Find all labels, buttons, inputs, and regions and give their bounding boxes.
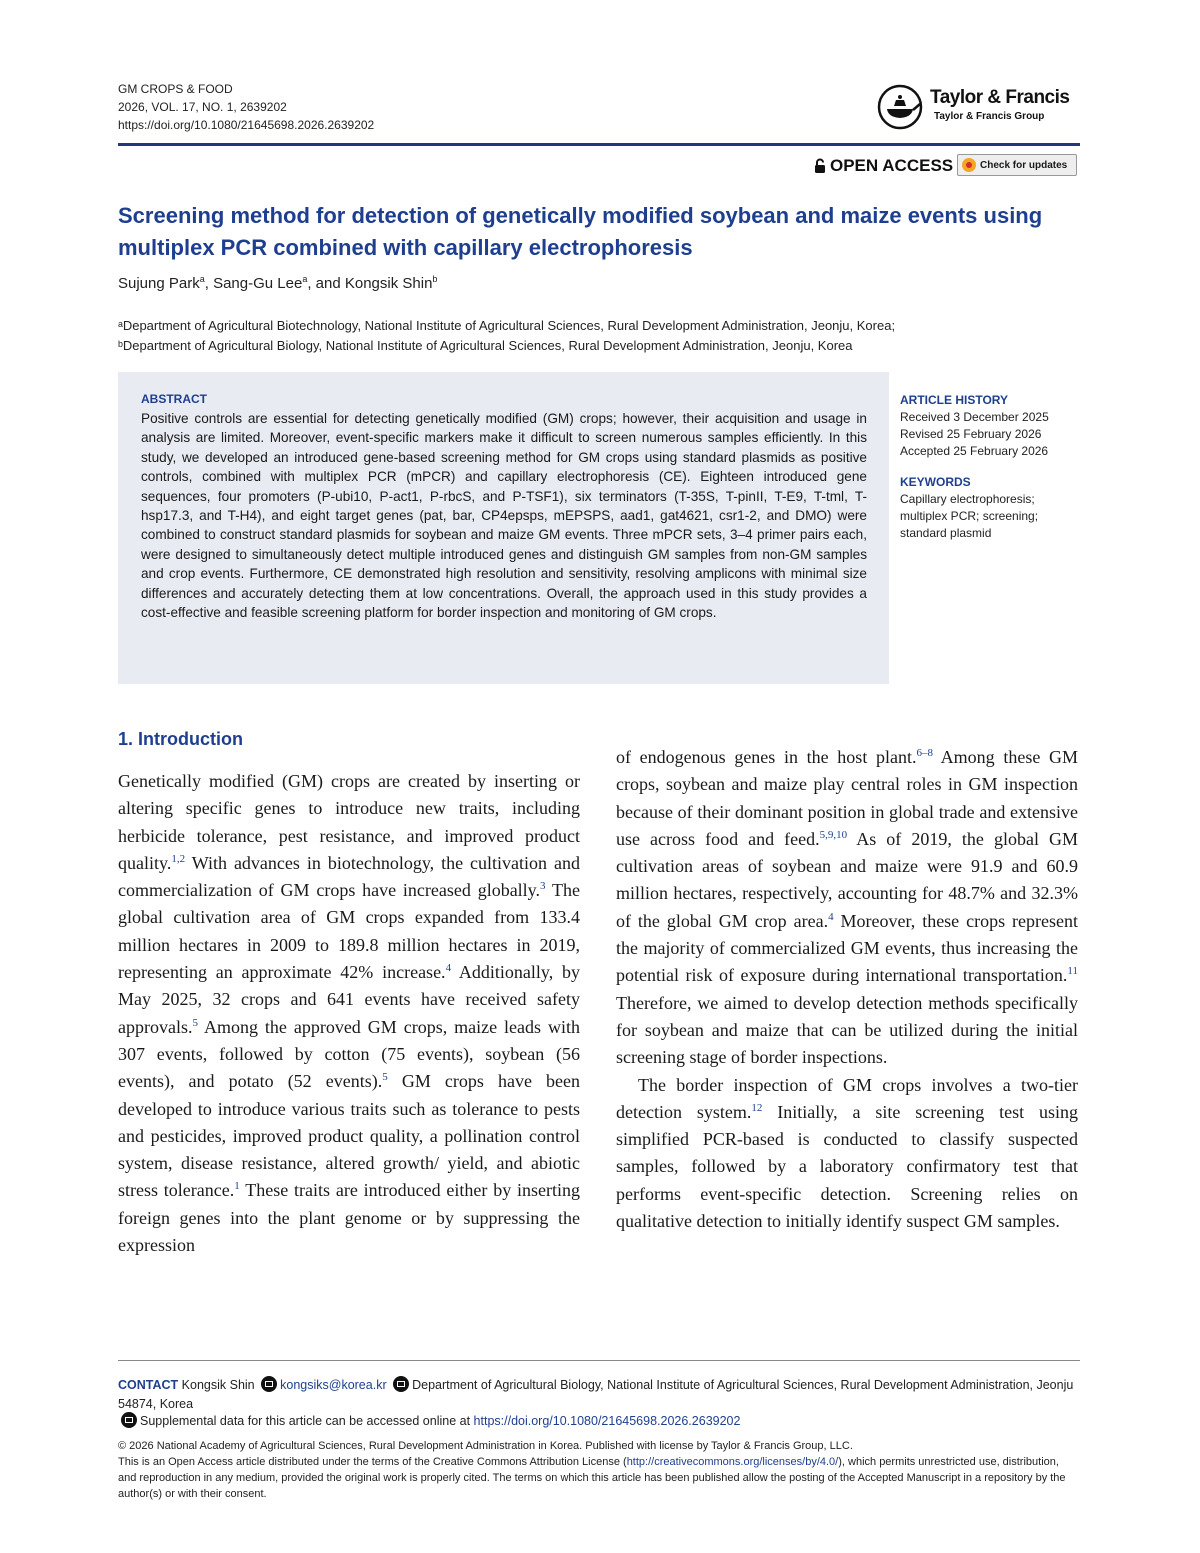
author-name: Sujung Park [118, 275, 200, 292]
affiliation: ᵃDepartment of Agricultural Biotechnology, National Institute of Agricultural Sciences, Rural Development Administration, Jeonju, Korea; [118, 318, 896, 333]
citation-link[interactable]: 4 [828, 910, 834, 923]
copyright-notice [118, 1438, 1078, 1502]
citation-link[interactable]: 12 [751, 1101, 763, 1114]
affiliation: ᵇDepartment of Agricultural Biology, National Institute of Agricultural Sciences, Rural Development Administration, Jeonju, Korea [118, 338, 853, 353]
paragraph: Genetically modified (GM) crops are created by inserting or altering specific genes to introduce new traits, including herbicide tolerance, pest resistance, and improved product quality.$^{1,2}$ With advances in biotechnology, the cultivation and commercialization of GM crops have increased globally.$^3$ The global cultivation area of GM crops expanded from 133.4 million hectares in 2009 to 189.8 million hectares in 2019, representing an approximate 42% increase.$^4$ Additionally, by May 2025, 32 crops and 641 events have received safety approvals.$^5$ Among the approved GM crops, maize leads with 307 events, followed by cotton (75 events), soybean (56 events), and potato (52 events).$^5$ GM crops have been developed to introduce various traits such as tolerance to pests and pesticides, improved product quality, a pollination control system, disease resistance, altered growth/ yield, and abiotic stress tolerance.$^1$ These traits are introduced either by inserting foreign genes into the plant genome or by suppressing the expression [118, 771, 581, 1256]
contact-label: CONTACT [118, 1378, 179, 1392]
citation-link[interactable]: 1 [234, 1180, 240, 1193]
journal-info [118, 80, 374, 134]
contact-email-link[interactable]: kongsiks@korea.kr [280, 1378, 387, 1392]
paragraph: of endogenous genes in the host plant.$^{6-8}$ Among these GM crops, soybean and maize play central roles in GM inspection because of their dominant position in global trade and extensive use across food and feed.$^{5,9,10}$ As of 2019, the global GM cultivation areas of soybean and maize were 91.9 and 60.9 million hectares, respectively, accounting for 48.7% and 32.3% of the global GM crop area.$^4$ Moreover, these crops represent the majority of commercialized GM events, thus increasing the potential risk of exposure during international transportation.$^{11}$ Therefore, we aimed to develop detection methods specifically for soybean and maize that can be utilized during the initial screening stage of border inspections. [616, 747, 1078, 1068]
email-icon [261, 1376, 277, 1392]
author-list: Sujung Park$^a$, Sang-Gu Lee$^a$, and Kongsik Shin$^b$ [118, 274, 438, 292]
citation-link[interactable]: 5 [192, 1016, 198, 1029]
contact-name: Kongsik Shin [181, 1378, 255, 1392]
publisher-name: Taylor & Francis [930, 87, 1070, 108]
revised-date: Revised 25 February 2026 [900, 427, 1042, 441]
article-title: Screening method for detection of genetically modified soybean and maize events using multiplex PCR combined with capillary electrophoresis [118, 203, 1043, 260]
journal-name: GM CROPS & FOOD [118, 82, 233, 96]
author-name: Kongsik Shin [344, 275, 433, 292]
publisher-group: Taylor & Francis Group [934, 111, 1045, 122]
affiliations [118, 316, 895, 356]
open-access-label: OPEN ACCESS [830, 156, 954, 175]
received-date: Received 3 December 2025 [900, 410, 1049, 424]
journal-volume: 2026, VOL. 17, NO. 1, 2639202 [118, 100, 287, 114]
accepted-date: Accepted 25 February 2026 [900, 444, 1049, 458]
footer-rule [118, 1360, 1080, 1361]
body-column-left [118, 768, 580, 1259]
address-icon [393, 1376, 409, 1392]
journal-doi[interactable]: https://doi.org/10.1080/21645698.2026.2639202 [118, 118, 375, 132]
license-text: This is an Open Access article distributed under the terms of the Creative Commons Attribution License (http://creativecommons.org/licenses/by/4.0/), which permits unrestricted use, distribution, and reproduction in any medium, provided the original work is properly cited. The terms on which this article has been published allow the posting of the Accepted Manuscript in a repository by the author(s) or with their consent. [118, 1456, 1066, 1500]
author-affil-mark[interactable]: a [199, 274, 205, 284]
updates-icon [962, 158, 976, 172]
history-heading: ARTICLE HISTORY [900, 393, 1009, 407]
contact-address: Department of Agricultural Biology, National Institute of Agricultural Sciences, Rural Development Administration, Jeonju 54874, Korea [118, 1378, 1074, 1411]
keywords-text: Capillary electrophoresis; multiplex PCR; screening; standard plasmid [900, 492, 1039, 540]
paragraph: The border inspection of GM crops involves a two-tier detection system.$^{12}$ Initially, a site screening test using simplified PCR-based is conducted to classify suspected samples, followed by a laboratory confirmatory test that performs event-specific detection. Screening relies on qualitative detection to initially identify suspect GM samples. [616, 1074, 1078, 1232]
author-affil-mark[interactable]: a [302, 274, 308, 284]
check-updates-label: Check for updates [980, 159, 1068, 171]
teapot-logo-icon [876, 84, 924, 130]
copyright-line: © 2026 National Academy of Agricultural Sciences, Rural Development Administration in Korea. Published with license by Taylor & Francis Group, LLC. [118, 1440, 853, 1452]
contact-info [118, 1376, 1078, 1414]
supplemental-note: Supplemental data for this article can be accessed online at https://doi.org/10.1080/21645698.2026.2639202 [118, 1412, 1078, 1428]
citation-link[interactable]: 11 [1067, 965, 1078, 978]
citation-link[interactable]: 1,2 [171, 852, 186, 865]
citation-link[interactable]: 5,9,10 [819, 828, 848, 841]
license-link[interactable]: http://creativecommons.org/licenses/by/4.0/ [626, 1456, 839, 1468]
supplemental-link[interactable]: https://doi.org/10.1080/21645698.2026.2639202 [473, 1414, 741, 1428]
author-name: Sang-Gu Lee [213, 275, 303, 292]
publisher-logo[interactable] [876, 84, 1086, 130]
citation-link[interactable]: 3 [540, 880, 546, 893]
citation-link[interactable]: 4 [445, 962, 452, 975]
citation-link[interactable]: 6–8 [916, 747, 933, 759]
body-column-right [616, 744, 1078, 1235]
lock-icon [814, 158, 826, 174]
citation-link[interactable]: 5 [382, 1071, 388, 1084]
article-sidebar [900, 392, 1085, 542]
author-affil-mark[interactable]: b [432, 274, 438, 284]
open-access-badge [814, 156, 953, 176]
section-heading-introduction: 1. Introduction [118, 729, 243, 749]
supplemental-icon [121, 1412, 137, 1428]
abstract-text: Positive controls are essential for detecting genetically modified (GM) crops; however, their acquisition and usage in analysis are limited. Moreover, event-specific markers make it difficult to screen numerous samples efficiently. In this study, we developed an introduced gene-based screening method for GM crops using standard plasmids as positive controls, combined with multiplex PCR (mPCR) and capillary electrophoresis (CE). Eighteen introduced gene sequences, four promoters (P-ubi10, P-act1, P-rbcS, and P-TSF1), six terminators (T-35S, T-pinII, T-E9, T-tml, T-hsp17.3, and T-H4), and eight target genes (pat, bar, CP4epsps, mEPSPS, aad1, gat4621, csr1-2, and DMO) were combined to construct standard plasmids for soybean and maize GM events. Three mPCR sets, 3–4 primer pairs each, were designed to simultaneously detect multiple introduced genes and distinguish GM samples from non-GM samples and crop events. Furthermore, CE demonstrated high resolution and sensitivity, resolving amplicons with minimal size differences and accurately detecting them at low concentrations. Overall, the approach used in this study provides a cost-effective and feasible screening platform for border inspection and monitoring of GM crops. [141, 411, 867, 621]
check-for-updates-button[interactable] [957, 154, 1077, 176]
header-rule [118, 143, 1080, 146]
keywords-heading: KEYWORDS [900, 475, 971, 489]
abstract-heading: ABSTRACT [141, 392, 207, 406]
